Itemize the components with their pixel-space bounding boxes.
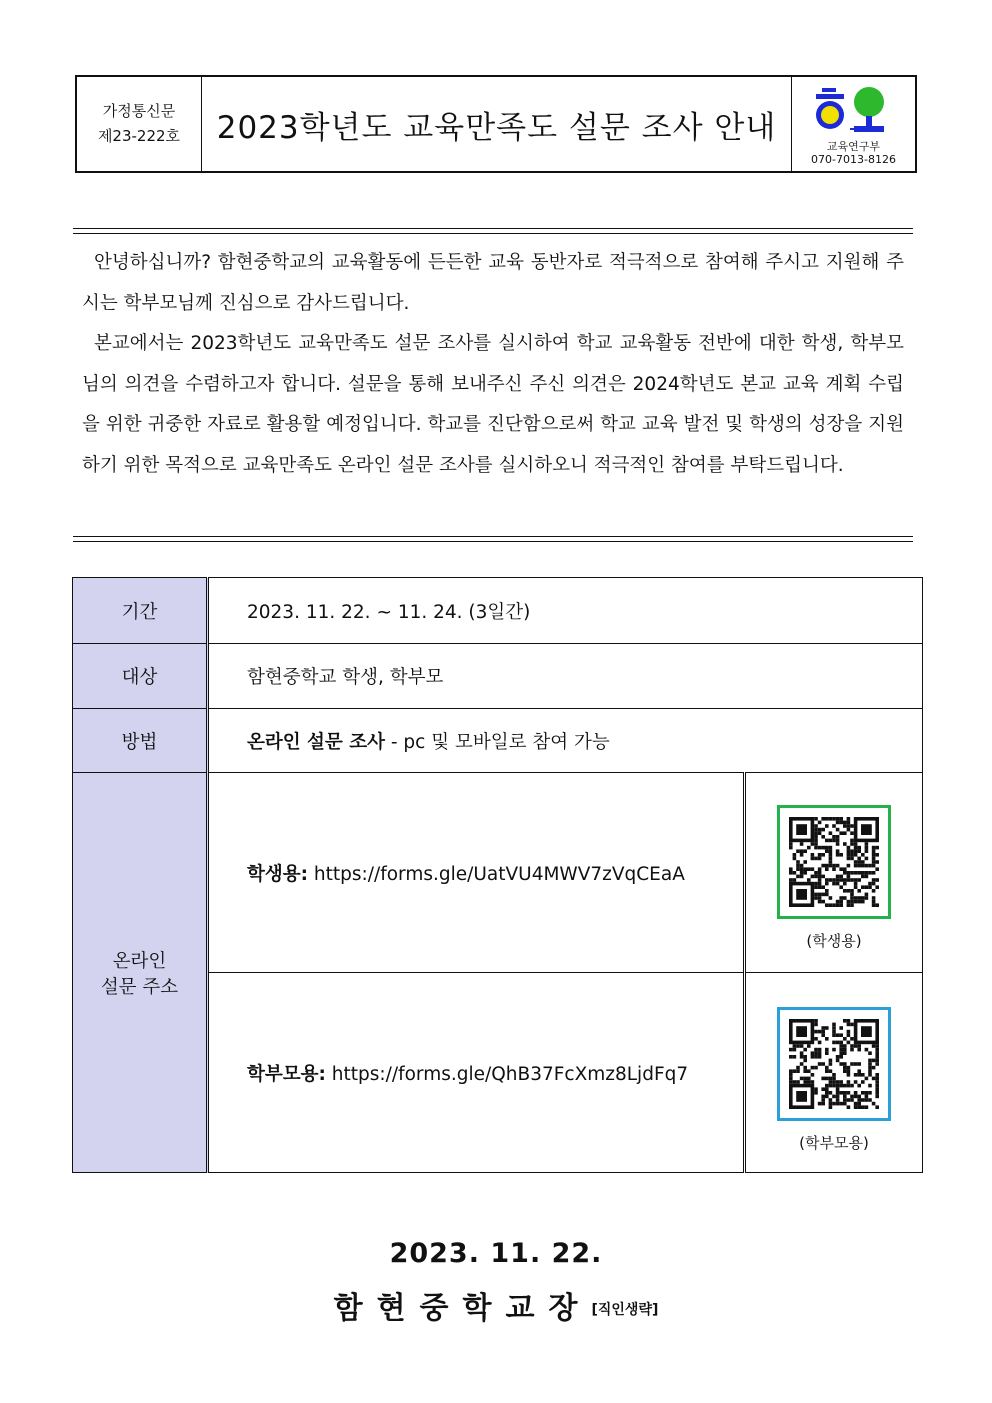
- seal-note: [직인생략]: [591, 1302, 659, 1318]
- parent-qr-caption: (학부모용): [799, 1134, 869, 1152]
- parent-url-cell: [208, 973, 745, 1173]
- method-bold: 온라인 설문 조사: [247, 731, 385, 753]
- target-label: 대상: [73, 644, 208, 709]
- logo-phone: 070-7013-8126: [811, 153, 896, 166]
- intro-text: [82, 243, 904, 486]
- survey-info-table: [72, 577, 923, 1173]
- target-value: 함현중학교 학생, 학부모: [208, 644, 923, 709]
- notice-header: [75, 75, 917, 173]
- student-label: 학생용:: [247, 863, 309, 885]
- school-logo-box: [791, 77, 915, 171]
- principal-name: 함현중학교장: [333, 1291, 592, 1326]
- issue-number-box: [77, 77, 202, 171]
- intro-top-rule: [73, 228, 913, 234]
- parent-qr-code[interactable]: [777, 1007, 891, 1121]
- school-logo-icon: [814, 82, 894, 140]
- logo-department: 교육연구부: [826, 140, 881, 153]
- intro-bottom-rule: [73, 536, 913, 542]
- period-value: 2023. 11. 22. ~ 11. 24. (3일간): [208, 578, 923, 644]
- student-qr-caption: (학생용): [806, 932, 862, 950]
- table-row-method: [73, 709, 923, 773]
- parent-qr-cell: [745, 973, 923, 1173]
- student-url-cell: [208, 773, 745, 973]
- parent-label: 학부모용:: [247, 1063, 326, 1085]
- table-row-target: [73, 644, 923, 709]
- period-label: 기간: [73, 578, 208, 644]
- intro-paragraph-2: 본교에서는 2023학년도 교육만족도 설문 조사를 실시하여 학교 교육활동 전반에 대한 학생, 학부모님의 의견을 수렴하고자 합니다. 설문을 통해 보내주신 주신 의견은 2024학년도 본교 교육 계획 수립을 위한 귀중한 자료로 활용할 예정입니다. 학교를 진단함으로써 학교 교육 발전 및 학생의 성장을 지원하기 위한 목적으로 교육만족도 온라인 설문 조사를 실시하오니 적극적인 참여를 부탁드립니다.: [82, 333, 904, 476]
- principal-signature: [0, 1283, 992, 1327]
- student-qr-code[interactable]: [777, 805, 891, 919]
- address-label-line2: 설문 주소: [100, 976, 179, 998]
- address-label: [73, 773, 208, 1173]
- student-url-link[interactable]: https://forms.gle/UatVU4MWV7zVqCEaA: [313, 863, 685, 885]
- issue-number: 제23-222호: [97, 127, 181, 145]
- method-rest: - pc 및 모바일로 참여 가능: [384, 731, 610, 753]
- table-row-period: [73, 578, 923, 644]
- issue-type: 가정통신문: [102, 102, 176, 120]
- address-label-line1: 온라인: [112, 950, 167, 972]
- student-qr-cell: [745, 773, 923, 973]
- method-value: [208, 709, 923, 773]
- issue-date: 2023. 11. 22.: [389, 1238, 603, 1269]
- method-label: 방법: [73, 709, 208, 773]
- intro-paragraph-1: 안녕하십니까? 함현중학교의 교육활동에 든든한 교육 동반자로 적극적으로 참여해 주시고 지원해 주시는 학부모님께 진심으로 감사드립니다.: [82, 252, 904, 314]
- page-title: 2023학년도 교육만족도 설문 조사 안내: [216, 109, 777, 146]
- parent-url-link[interactable]: https://forms.gle/QhB37FcXmz8LjdFq7: [331, 1063, 689, 1085]
- table-row-student: [73, 773, 923, 973]
